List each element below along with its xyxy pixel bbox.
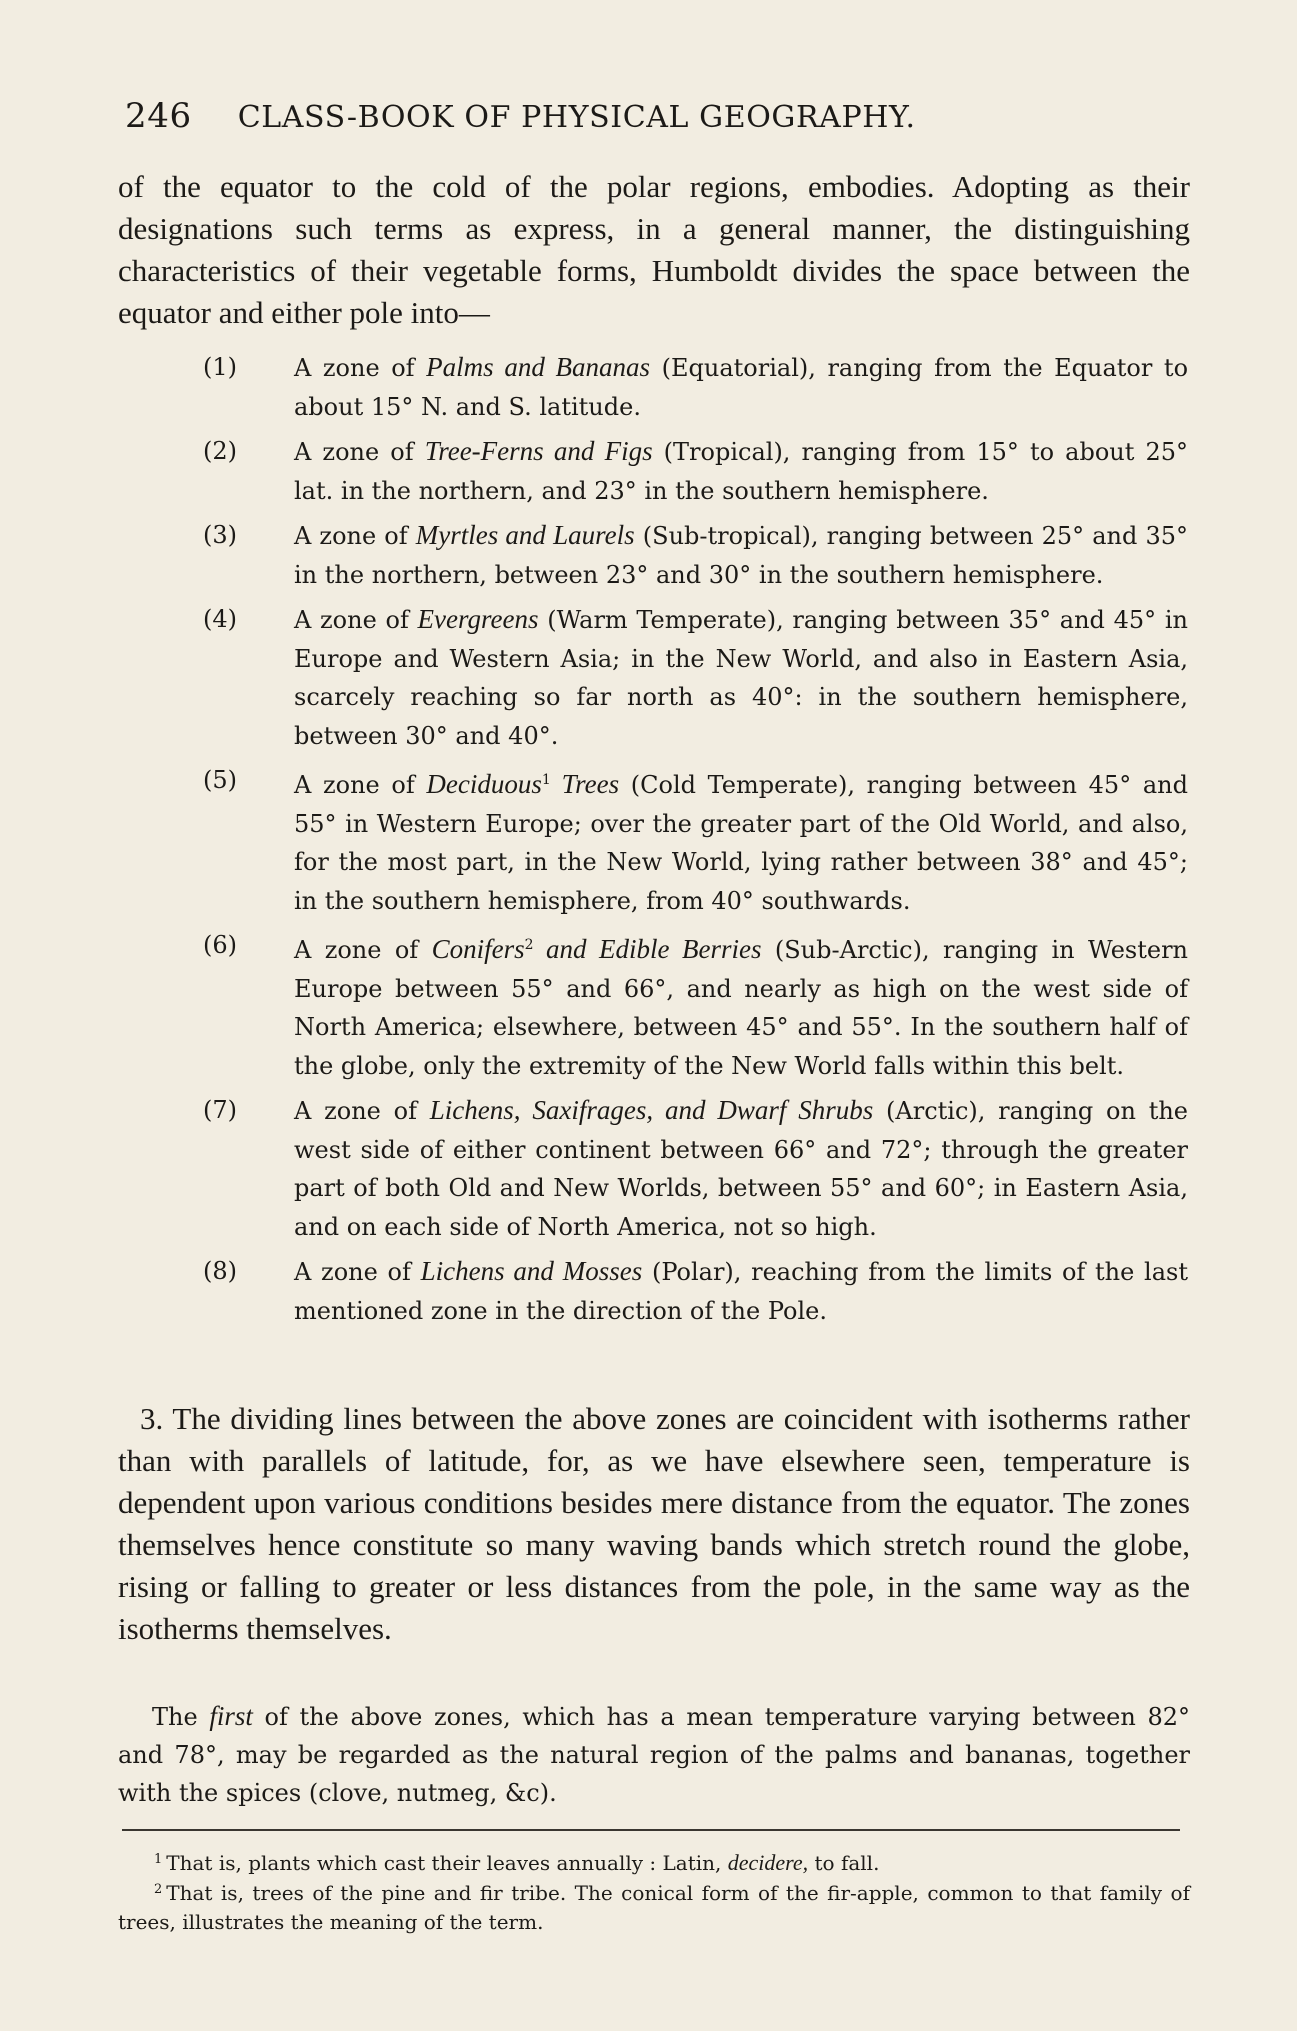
zone-item: [203, 432, 1188, 510]
zone-text: (Warm Temperate), ranging between 35° and 45° in Europe and Western Asia; in the New World, and also in Eastern Asia, scarcely reaching so far north as 40°: in the southern hemisphere, between 30° and 40°.: [294, 606, 1188, 750]
zone-number: (1): [203, 353, 237, 381]
paragraph-text: The: [152, 1703, 210, 1731]
footnote-ref: 1: [541, 772, 551, 788]
zone-number: (7): [203, 1096, 237, 1124]
zone-text: (Polar), reaching from the limits of the last mentioned zone in the direction of the Pole.: [294, 1258, 1188, 1325]
zone-item: [203, 348, 1188, 426]
zone-name: Evergreens: [417, 604, 539, 634]
paragraph-text: of the above zones, which has a mean temperature varying between 82° and 78°, may be regarded as the natural region of the palms and bananas, together with the spices (clove, nutmeg, &c).: [118, 1703, 1191, 1807]
zone-name: Myrtles and Laurels: [415, 520, 635, 550]
zone-text: A zone of: [294, 438, 425, 466]
zone-text: (Tropical), ranging from 15° to about 25° lat. in the northern, and 23° in the southern hemisphere.: [294, 438, 1188, 505]
zone-text: A zone of: [294, 354, 427, 382]
zone-number: (8): [203, 1257, 237, 1285]
zone-number: (6): [203, 931, 237, 959]
zone-text: A zone of: [294, 522, 416, 550]
zone-text: (Arctic), ranging on the west side of either continent between 66° and 72°; through the greater part of both Old and New Worlds, between 55° and 60°; in Eastern Asia, and on each side of North America, not so high.: [294, 1097, 1189, 1241]
footnote-text: to fall.: [808, 1851, 880, 1875]
zone-item: [203, 1091, 1188, 1246]
zone-number: (3): [203, 521, 237, 549]
footnote-1: [118, 1845, 1190, 1878]
zone-text: A zone of: [294, 936, 432, 964]
section-3-text: The dividing lines between the above zones are coincident with isotherms rather than with parallels of latitude, for, as we have elsewhere seen, temperature is dependent upon various conditions besides mere distance from the equator. The zones themselves hence constitute so many waving bands which stretch round the globe, rising or falling to greater or less distances from the pole, in the same way as the isotherms themselves.: [118, 1401, 1190, 1646]
zone-number: (4): [203, 605, 237, 633]
footnote-text: That is, plants which cast their leaves annually : Latin,: [166, 1851, 728, 1875]
footnote-mark: 1: [154, 1852, 163, 1867]
zone-item: [203, 926, 1188, 1085]
zone-text: A zone of: [294, 771, 427, 799]
footnote-emphasis: decidere,: [727, 1850, 809, 1875]
emphasis-first: first: [209, 1701, 253, 1731]
zone-item: [203, 1252, 1188, 1330]
zone-text: (Equatorial), ranging from the Equator to about 15° N. and S. latitude.: [294, 354, 1189, 421]
zone-name: Conifers: [431, 934, 525, 964]
intro-paragraph: of the equator to the cold of the polar regions, embodies. Adopting as their designations such terms as express, in a general manner, the distinguishing characteristics of their vegetable forms, Humboldt divides the space between the equator and either pole into—: [118, 169, 1190, 330]
zone-item: [203, 761, 1188, 920]
zone-number: (5): [203, 766, 237, 794]
zone-name: Palms and Bananas: [426, 352, 651, 382]
zone-text: (Sub-tropical), ranging between 25° and 35° in the northern, between 23° and 30° in the southern hemisphere.: [294, 522, 1188, 589]
zone-text: (Cold Temperate), ranging between 45° and 55° in Western Europe; over the greater part of the Old World, and also, for the most part, in the New World, lying rather between 38° and 45°; in the southern hemisphere, from 40° southwards.: [294, 771, 1188, 915]
section-3-paragraph: [118, 1398, 1190, 1650]
footnote-ref: 2: [524, 937, 534, 953]
footnote-mark: 2: [154, 1882, 163, 1897]
zone-item: [203, 600, 1188, 755]
running-title: CLASS-BOOK OF PHYSICAL GEOGRAPHY.: [237, 100, 916, 135]
footnote-divider: [122, 1829, 1180, 1831]
zone-name: Lichens and Mosses: [420, 1256, 643, 1286]
running-header: [125, 96, 1205, 136]
zone-text: A zone of: [294, 1097, 430, 1125]
zone-name: Trees: [550, 769, 620, 799]
zone-name: Deciduous: [426, 769, 542, 799]
first-zone-paragraph: [118, 1697, 1190, 1812]
zone-text: A zone of: [294, 1258, 421, 1286]
zone-name: Lichens, Saxifrages, and Dwarf Shrubs: [429, 1095, 874, 1125]
footnote-text: That is, trees of the pine and fir tribe. The conical form of the fir-apple, common to that family of trees, illustrates the meaning of the term.: [118, 1881, 1190, 1934]
section-number: 3.: [140, 1401, 164, 1436]
footnote-2: [118, 1875, 1190, 1937]
zone-list: [203, 348, 1188, 1330]
zone-name: Tree-Ferns and Figs: [424, 436, 653, 466]
zone-text: (Sub-Arctic), ranging in Western Europe between 55° and 66°, and nearly as high on the west side of North America; elsewhere, between 45° and 55°. In the southern half of the globe, only the extremity of the New World falls within this belt.: [294, 936, 1189, 1080]
zone-number: (2): [203, 437, 237, 465]
zone-name: and Edible Berries: [533, 934, 762, 964]
zone-item: [203, 516, 1188, 594]
page-number: 246: [125, 96, 192, 136]
zone-text: A zone of: [294, 606, 418, 634]
